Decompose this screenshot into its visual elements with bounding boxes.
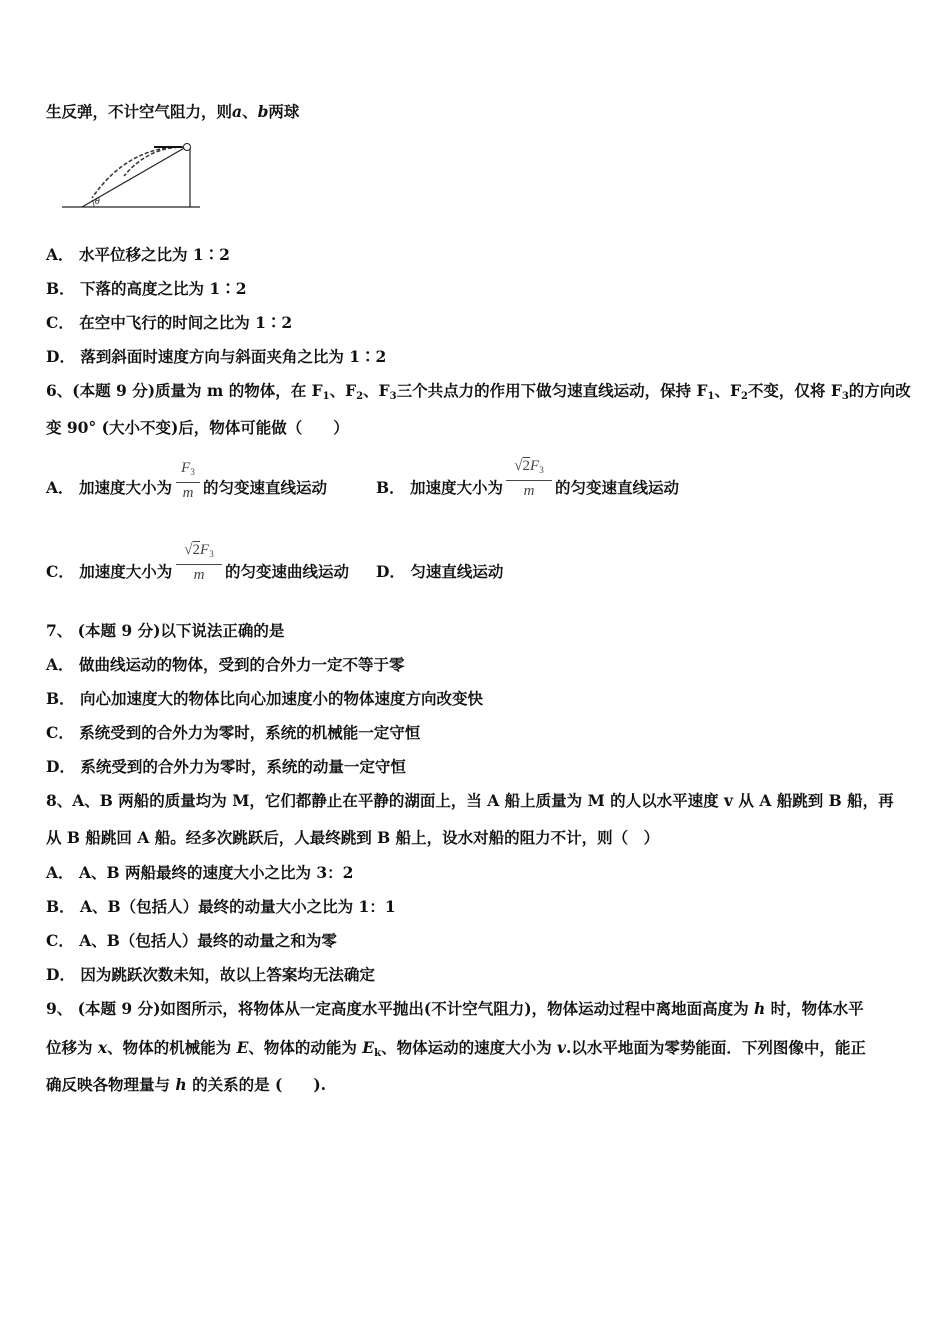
frac-F: F — [530, 458, 540, 474]
intro-text: 生反弹，不计空气阻力，则 — [46, 102, 233, 121]
frac-den: m — [182, 485, 194, 501]
frac-den: m — [523, 483, 535, 499]
q8-stem-line1 — [46, 791, 894, 811]
angle-label: θ — [95, 197, 100, 206]
intro-line — [46, 102, 299, 122]
option-letter: D． — [46, 965, 75, 984]
option-letter: B． — [46, 897, 75, 916]
subscript: 1 — [322, 391, 330, 402]
option-text: 系统受到的合外力为零时，系统的动量一定守恒 — [80, 757, 406, 776]
q9-text: 、物体的动能为 — [248, 1038, 363, 1057]
q9-text: 9、 (本题 9 分)如图所示，将物体从一定高度水平抛出(不计空气阻力)，物体运动过程中离地面高度为 — [46, 999, 754, 1018]
var-b: b — [257, 102, 269, 121]
option-letter: A． — [46, 863, 74, 882]
frac-F: F — [200, 542, 210, 558]
trajectory-a — [92, 147, 184, 198]
fraction-sqrt2-f3-over-m — [176, 540, 222, 585]
var-h: h — [175, 1075, 187, 1094]
q6-text: 、F — [363, 381, 390, 400]
q7-option-a — [46, 655, 404, 675]
frac-num — [176, 540, 222, 564]
q8-option-b — [46, 897, 396, 917]
q8-option-a — [46, 863, 353, 883]
option-text: 向心加速度大的物体比向心加速度小的物体速度方向改变快 — [80, 689, 484, 708]
ball-top — [184, 144, 191, 151]
frac-sub: 3 — [539, 465, 544, 475]
incline-figure — [58, 138, 208, 213]
q6-text: 6、(本题 9 分)质量为 m 的物体，在 F — [46, 381, 323, 400]
var-h: h — [754, 999, 766, 1018]
q6-text: 三个共点力的作用下做匀速直线运动，保持 F — [396, 381, 708, 400]
frac-sub: 3 — [209, 549, 214, 559]
q9-text: 的关系的是 ( ). — [186, 1075, 327, 1094]
option-text: 做曲线运动的物体，受到的合外力一定不等于零 — [78, 655, 405, 674]
option-letter: A． — [46, 478, 74, 497]
q9-text: .以水平地面为零势能面．下列图像中，能正 — [565, 1038, 866, 1057]
option-text: A、B 两船最终的速度大小之比为 3：2 — [78, 863, 354, 882]
frac-sub: 3 — [190, 467, 195, 477]
option-letter: C． — [46, 562, 74, 581]
q7-stem — [46, 621, 284, 641]
option-letter: C． — [46, 931, 74, 950]
option-text: 加速度大小为 — [78, 478, 172, 497]
q7-option-d — [46, 757, 406, 777]
subscript: 1 — [707, 391, 715, 402]
q6-option-c-post — [225, 562, 349, 582]
q8-option-d — [46, 965, 375, 985]
option-text: 加速度大小为 — [410, 478, 504, 497]
q6-option-c-pre — [46, 562, 172, 582]
option-letter: D． — [376, 562, 405, 581]
fraction-f3-over-m — [176, 458, 200, 503]
q6-option-d — [376, 562, 503, 582]
var-x: x — [97, 1038, 108, 1057]
subscript: k — [374, 1048, 382, 1059]
option-letter: C． — [46, 313, 74, 332]
q7-text: 7、 (本题 9 分)以下说法正确的是 — [46, 621, 285, 640]
q9-text: 时，物体水平 — [765, 999, 864, 1018]
subscript: 2 — [356, 391, 364, 402]
sqrt-sign: √ — [514, 458, 523, 474]
option-text: 系统受到的合外力为零时，系统的机械能一定守恒 — [79, 723, 421, 742]
q6-text: 不变，仅将 F — [747, 381, 842, 400]
frac-num — [506, 456, 552, 480]
q6-text: 、F — [329, 381, 357, 400]
option-letter: C． — [46, 723, 74, 742]
sqrt-val: 2 — [522, 458, 531, 474]
intro-suffix: 两球 — [268, 102, 300, 121]
q9-stem-line1 — [46, 999, 864, 1019]
fraction-sqrt2-f3-over-m — [506, 456, 552, 501]
q5-option-a — [46, 245, 230, 265]
q6-option-b-post — [555, 478, 679, 498]
q6-text: 变 90° (大小不变)后，物体可能做（ ） — [46, 418, 349, 437]
var-E: E — [236, 1038, 249, 1057]
option-letter: B． — [376, 478, 405, 497]
option-text: 匀速直线运动 — [410, 562, 504, 581]
q8-stem-line2 — [46, 828, 659, 848]
q8-text: 从 B 船跳回 A 船。经多次跳跃后，人最终跳到 B 船上，设水对船的阻力不计，则（ ） — [46, 828, 660, 847]
option-text: 水平位移之比为 1∶2 — [78, 245, 230, 264]
q9-stem-line3 — [46, 1075, 326, 1095]
subscript: 3 — [841, 391, 849, 402]
q9-text: 确反映各物理量与 — [46, 1075, 176, 1094]
option-letter: D． — [46, 757, 75, 776]
q8-option-c — [46, 931, 337, 951]
var-a: a — [232, 102, 243, 121]
frac-den: m — [193, 567, 205, 583]
q9-text: 位移为 — [46, 1038, 98, 1057]
q6-option-b-pre — [376, 478, 503, 498]
option-text: 落到斜面时速度方向与斜面夹角之比为 1∶2 — [80, 347, 387, 366]
subscript: 3 — [389, 391, 397, 402]
option-text: 因为跳跃次数未知，故以上答案均无法确定 — [80, 965, 375, 984]
q9-stem-line2 — [46, 1038, 866, 1064]
q9-text: 、物体运动的速度大小为 — [381, 1038, 557, 1057]
q5-option-c — [46, 313, 292, 333]
q7-option-c — [46, 723, 420, 743]
sqrt — [184, 542, 200, 558]
option-text: 的匀变速直线运动 — [203, 478, 328, 497]
q8-text: 8、A、B 两船的质量均为 M，它们都静止在平静的湖面上，当 A 船上质量为 M 的人以水平速度 v 从 A 船跳到 B 船，再 — [46, 791, 894, 810]
option-letter: A． — [46, 245, 74, 264]
subscript: 2 — [740, 391, 748, 402]
option-text: 的匀变速曲线运动 — [225, 562, 350, 581]
option-letter: A． — [46, 655, 74, 674]
option-text: 在空中飞行的时间之比为 1∶2 — [79, 313, 293, 332]
var-v: v — [556, 1038, 566, 1057]
sep: 、 — [242, 102, 258, 121]
option-text: 加速度大小为 — [79, 562, 173, 581]
q6-text: 、F — [714, 381, 741, 400]
frac-F: F — [181, 460, 191, 476]
q7-option-b — [46, 689, 483, 709]
sqrt-sign: √ — [184, 542, 193, 558]
q6-option-a-pre — [46, 478, 172, 498]
arc-angle — [92, 200, 94, 207]
option-text: 下落的高度之比为 1∶2 — [80, 279, 247, 298]
option-letter: B． — [46, 689, 75, 708]
q6-stem-line2 — [46, 418, 349, 438]
q6-stem-line1 — [46, 381, 911, 407]
option-text: A、B（包括人）最终的动量大小之比为 1：1 — [80, 897, 396, 916]
var-Ek: E — [362, 1038, 375, 1057]
q5-option-d — [46, 347, 386, 367]
q6-text: 的方向改 — [848, 381, 911, 400]
q6-option-a-post — [203, 478, 327, 498]
sqrt — [514, 458, 530, 474]
option-letter: D． — [46, 347, 75, 366]
option-letter: B． — [46, 279, 75, 298]
frac-num — [176, 458, 200, 482]
q5-option-b — [46, 279, 246, 299]
option-text: A、B（包括人）最终的动量之和为零 — [79, 931, 337, 950]
option-text: 的匀变速直线运动 — [555, 478, 680, 497]
q9-text: 、物体的机械能为 — [107, 1038, 237, 1057]
sqrt-val: 2 — [192, 542, 201, 558]
